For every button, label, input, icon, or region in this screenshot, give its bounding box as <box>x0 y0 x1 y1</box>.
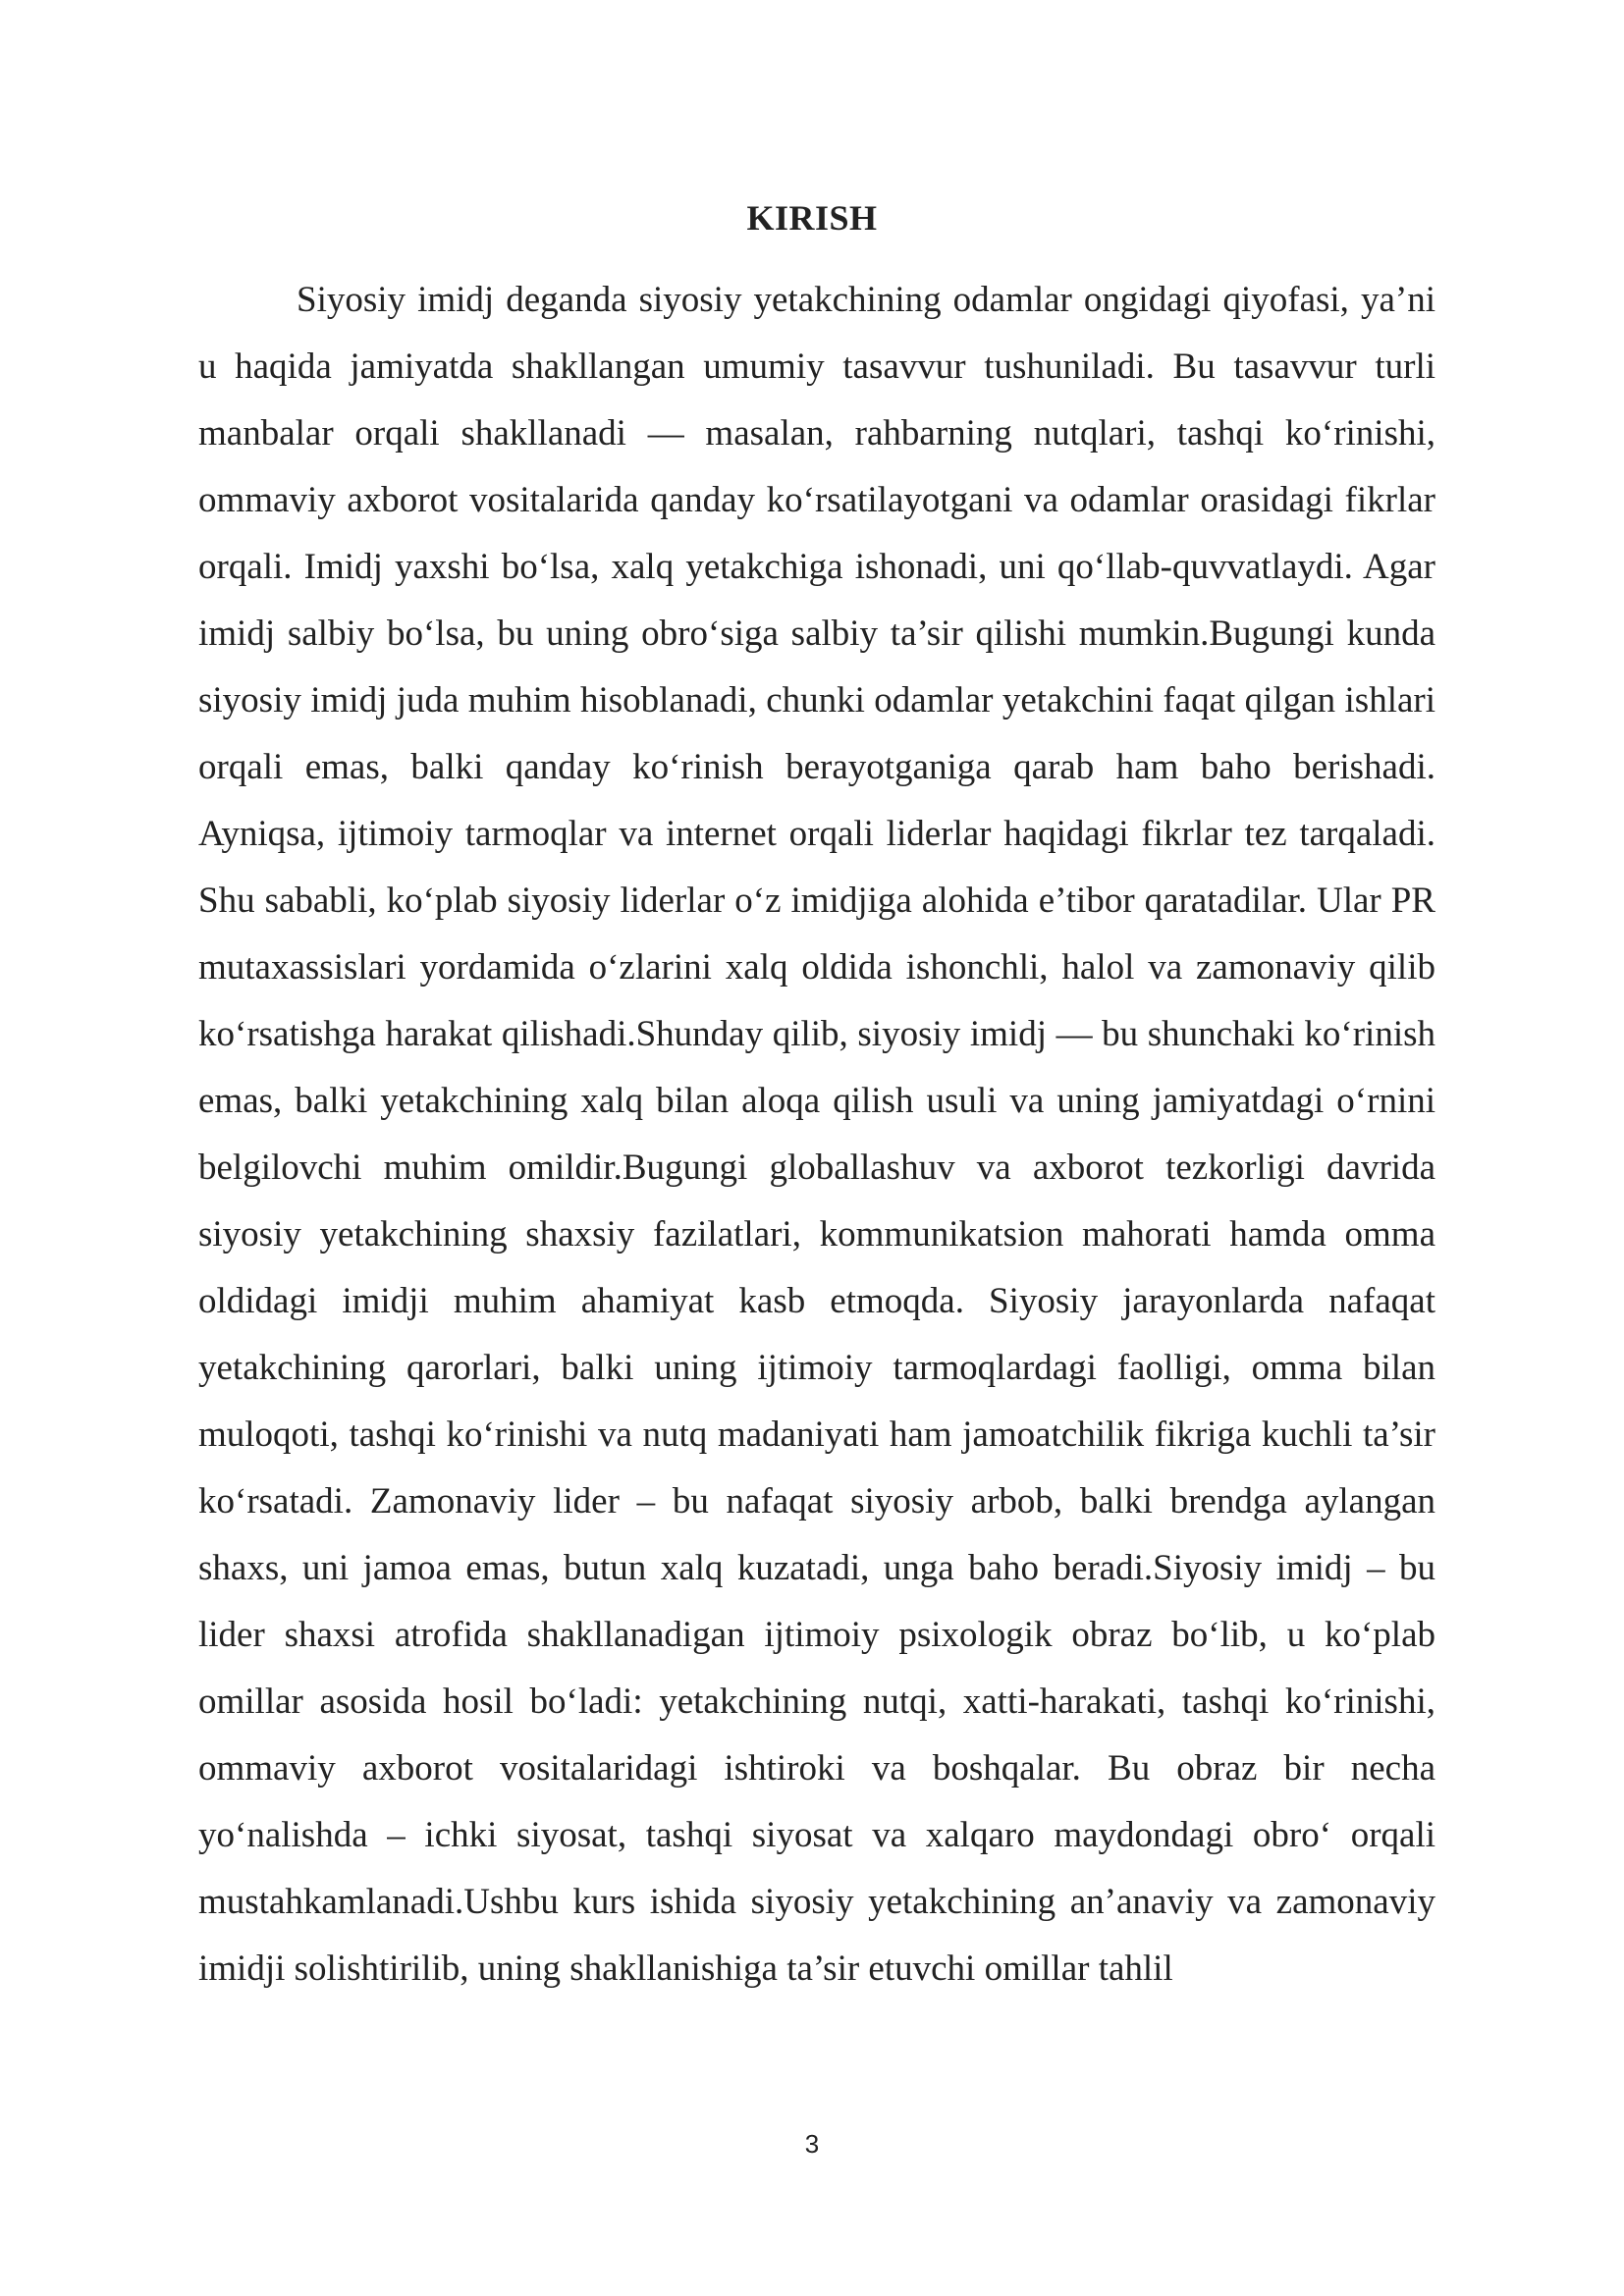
page-number: 3 <box>804 2129 820 2159</box>
section-heading: KIRISH <box>746 198 878 238</box>
body-paragraph: Siyosiy imidj deganda siyosiy yetakchining odamlar ongidagi qiyofasi, ya’ni u haqida jamiyatda shakllangan umumiy tasavvur tushuniladi. Bu tasavvur turli manbalar orqali shakllanadi — masalan, rahbarning nutqlari, tashqi ko‘rinishi, ommaviy axborot vositalarida qanday ko‘rsatilayotgani va odamlar orasidagi fikrlar orqali. Imidj yaxshi bo‘lsa, xalq yetakchiga ishonadi, uni qo‘llab-quvvatlaydi. Agar imidj salbiy bo‘lsa, bu uning obro‘siga salbiy ta’sir qilishi mumkin.Bugungi kunda siyosiy imidj juda muhim hisoblanadi, chunki odamlar yetakchini faqat qilgan ishlari orqali emas, balki qanday ko‘rinish berayotganiga qarab ham baho berishadi. Ayniqsa, ijtimoiy tarmoqlar va internet orqali liderlar haqidagi fikrlar tez tarqaladi. Shu sababli, ko‘plab siyosiy liderlar o‘z imidjiga alohida e’tibor qaratadilar. Ular PR mutaxassislari yordamida o‘zlarini xalq oldida ishonchli, halol va zamonaviy qilib ko‘rsatishga harakat qilishadi.Shunday qilib, siyosiy imidj — bu shunchaki ko‘rinish emas, balki yetakchining xalq bilan aloqa qilish usuli va uning jamiyatdagi o‘rnini belgilovchi muhim omildir.Bugungi globallashuv va axborot tezkorligi davrida siyosiy yetakchining shaxsiy fazilatlari, kommunikatsion mahorati hamda omma oldidagi imidji muhim ahamiyat kasb etmoqda. Siyosiy jarayonlarda nafaqat yetakchining qarorlari, balki uning ijtimoiy tarmoqlardagi faolligi, omma bilan muloqoti, tashqi ko‘rinishi va nutq madaniyati ham jamoatchilik fikriga kuchli ta’sir ko‘rsatadi. Zamonaviy lider – bu nafaqat siyosiy arbob, balki brendga aylangan shaxs, uni jamoa emas, butun xalq kuzatadi, unga baho beradi.Siyosiy imidj – bu lider shaxsi atrofida shakllanadigan ijtimoiy psixologik obraz bo‘lib, u ko‘plab omillar asosida hosil bo‘ladi: yetakchining nutqi, xatti-harakati, tashqi ko‘rinishi, ommaviy axborot vositalaridagi ishtiroki va boshqalar. Bu obraz bir necha yo‘nalishda – ichki siyosat, tashqi siyosat va xalqaro maydondagi obro‘ orqali mustahkamlanadi.Ushbu kurs ishida siyosiy yetakchining an’anaviy va zamonaviy imidji solishtirilib, uning shakllanishiga ta’sir etuvchi omillar tahlil <box>198 280 1435 1989</box>
